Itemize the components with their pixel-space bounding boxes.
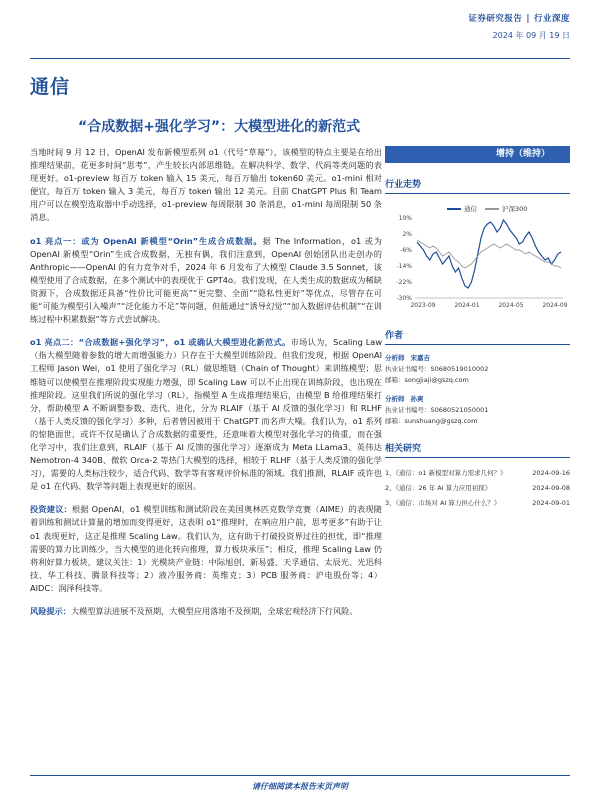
analyst-role: 分析师 <box>385 395 405 403</box>
analyst-email[interactable]: 邮箱：songjiaji@gszq.com <box>385 376 469 384</box>
report-body <box>30 146 382 628</box>
analyst-name: 宋嘉吉 <box>410 354 430 362</box>
analyst-cert: 执业证书编号：S0680521050001 <box>385 406 489 414</box>
report-type: 证券研究报告 <box>468 14 523 24</box>
related-item[interactable] <box>385 481 570 496</box>
legend-swatch <box>447 208 461 210</box>
risk-text: 大模型算法进展不及预期，大模型应用落地不及预期，全球宏观经济下行风险。 <box>70 606 358 616</box>
highlight-two: o1 亮点二：“合成数据+强化学习”，o1 或确认大模型进化新范式。 <box>30 337 291 348</box>
body-paragraph <box>30 146 382 225</box>
analyst-section-title: 作者 <box>385 328 570 345</box>
highlight-one-text: 据 The Information，o1 或为 OpenAI 新模型“Orin”生成合成数据，无独有偶，我们注意到，OpenAI 创始团队出走创办的 Anthropic——OpenAI 的有力竞争对手，2024 年 6 月发布了大模型 Claude 3.5 Sonnet，该模型使用了合成数据，在多个测试中的表现优于 GPT4o。我们发现，在人类生成的数据成为稀缺资源下，合成数据还具备“性价比可能更高”“更完整、全面”“隐私性更好”等优点，尽管存在可能“可能为模型引入噪声”“泛化能力不足”等问题，但能通过“诱导幻觉”“加入数据评估机制”“在训练过程中积累数据”等方式尝试解决。 <box>30 235 382 325</box>
report-header: 证券研究报告 | 行业深度 2024 年 09 月 19 日 <box>468 14 570 40</box>
analyst-entry <box>385 394 570 427</box>
industry-trend-chart <box>385 198 570 314</box>
related-item-title: 1、《通信：o1 新模型对算力需求几何？》 <box>385 469 507 477</box>
analyst-role: 分析师 <box>385 354 405 362</box>
legend-swatch <box>485 208 499 210</box>
y-tick-label: 10% <box>398 215 412 222</box>
analyst-list <box>385 353 570 427</box>
related-item[interactable] <box>385 466 570 481</box>
related-item[interactable] <box>385 496 570 511</box>
legend-label: 沪深300 <box>502 205 528 213</box>
sidebar <box>385 146 570 511</box>
related-list <box>385 466 570 511</box>
series-line-hs300 <box>417 240 561 268</box>
report-category: 行业深度 <box>533 14 570 24</box>
analyst-entry <box>385 353 570 386</box>
analyst-name: 孙爽 <box>410 395 424 403</box>
highlight-one: o1 亮点一：或为 OpenAI 新模型“Orin”生成合成数据。 <box>30 235 263 246</box>
body-paragraph <box>30 336 382 493</box>
investment-advice-label: 投资建议： <box>30 504 73 515</box>
footer-disclaimer: 请仔细阅读本报告末页声明 <box>252 782 348 791</box>
highlight-two-text: 市场认为，Scaling Law（指大模型随着参数的增大而增强能力）只存在于大模型训练阶段。但我们发现，根据 OpenAI 工程师 Jason Wei，o1 使用了强化学习（RL）做思维链（Chain of Thought）来训练模型；思维链可以使模型在推理阶段实现能力增强，即 Scaling Law 可以不止出现在训练阶段，也出现在推理阶段。这里我们所说的强化学习（RL），指模型 A 生成推理结果后，由模型 B 给推理结果打分，帮助模型 A 不断调整参数、迭代、进化，分为 RLAIF（基于 AI 反馈的强化学习）和 RLHF（基于人类反馈的强化学习）多种，后者曾因被用于 ChatGPT 而名声大噪。我们认为，o1 系列的惊艳面世，或许不仅是确认了合成数据的重要性，还意味着大模型对强化学习的倚重，而在强化学习中，我们注意到，RLAIF（基于 AI 反馈的强化学习）逐渐成为 Meta LLama3、英伟达 Nemotron-4 340B、微软 Orca-2 等热门大模型的选择，相较于 RLHF（基于人类反馈的强化学习），需要的人类标注较少，适合代码、数学等有客观评价标准的领域。我们推测，RLAIF 或许也是 o1 在代码、数学等问题上表现更好的原因。 <box>30 337 383 492</box>
x-tick-label: 2024-01 <box>454 302 480 309</box>
report-date: 2024 年 09 月 19 日 <box>492 31 570 40</box>
trend-section-title: 行业走势 <box>385 177 570 194</box>
analyst-email[interactable]: 邮箱：sunshuang@gszq.com <box>385 417 478 425</box>
related-section-title: 相关研究 <box>385 441 570 458</box>
body-paragraph <box>30 503 382 595</box>
y-tick-label: 2% <box>402 231 412 238</box>
y-tick-label: -6% <box>400 247 412 254</box>
analyst-cert: 执业证书编号：S0680519010002 <box>385 365 489 373</box>
risk-label: 风险提示： <box>30 606 71 616</box>
chart-svg <box>385 198 570 314</box>
intro-text: 当地时间 9 月 12 日，OpenAI 发布新模型系列 o1（代号“草莓”），该模型的特点主要是在给出推理结果前，花更多时间“思考”，产生较长内部思维链。在解决科学、数学、代码等类问题的表现更好。o1-preview 每百万 token 输入 15 美元，每百万输出 token60 美元。o1-mini 相对便宜，每百万 token 输入 3 美元，每百万 token 输出 12 美元。目前 ChatGPT Plus 和 Team 用户可以在模型选取器中手动选择，o1-preview 每周限制 30 条消息，o1-mini 每周限制 50 条消息。 <box>30 147 382 223</box>
related-item-date: 2024-09-16 <box>532 469 570 477</box>
y-tick-label: -22% <box>396 279 412 286</box>
chart-legend <box>447 204 535 213</box>
report-title: “合成数据+强化学习”：大模型进化的新范式 <box>78 119 361 135</box>
x-tick-label: 2024-09 <box>542 302 568 309</box>
related-item-title: 2、《通信：26 年 AI 算力应用初探》 <box>385 484 492 492</box>
related-item-date: 2024-09-01 <box>532 499 570 507</box>
x-tick-label: 2023-09 <box>410 302 436 309</box>
rating-badge: 增持（维持） <box>385 146 570 163</box>
legend-item-telecom <box>447 204 477 213</box>
header-divider <box>30 58 570 59</box>
y-tick-label: -14% <box>396 263 412 270</box>
series-line-telecom <box>417 220 561 288</box>
related-item-date: 2024-09-08 <box>532 484 570 492</box>
x-tick-label: 2024-05 <box>498 302 524 309</box>
related-item-title: 3、《通信：市场对 AI 算力担心什么？》 <box>385 499 501 507</box>
body-paragraph <box>30 235 382 327</box>
legend-item-hs300 <box>485 204 527 213</box>
investment-advice-text: 根据 OpenAI，o1 模型训练和测试阶段在美国奥林匹克数学竞赛（AIME）的表现随着训练和测试计算量的增加而变得更好，这表明 o1“推理时，在响应用户前，思考更多”有助于让 o1 表现更好，这正是推理 Scaling Law。我们认为，这有助于打破投资界过往的担忧，即“推理需要的算力比训练少，当大模型的进化转向推理，算力板块承压”；相反，推理 Scaling Law 仍将利好算力板块，建议关注：1）光模块产业链：中际旭创、新易盛、天孚通信、太辰光、光迅科技、华工科技、腾景科技等；2）液冷服务商：英维克；3）PCB 服务商：沪电股份等；4）AIDC：润泽科技等。 <box>30 504 382 593</box>
y-tick-label: -30% <box>396 295 412 302</box>
footer-divider <box>30 775 570 776</box>
body-paragraph <box>30 605 382 618</box>
industry-name: 通信 <box>30 76 71 98</box>
legend-label: 通信 <box>464 205 477 213</box>
